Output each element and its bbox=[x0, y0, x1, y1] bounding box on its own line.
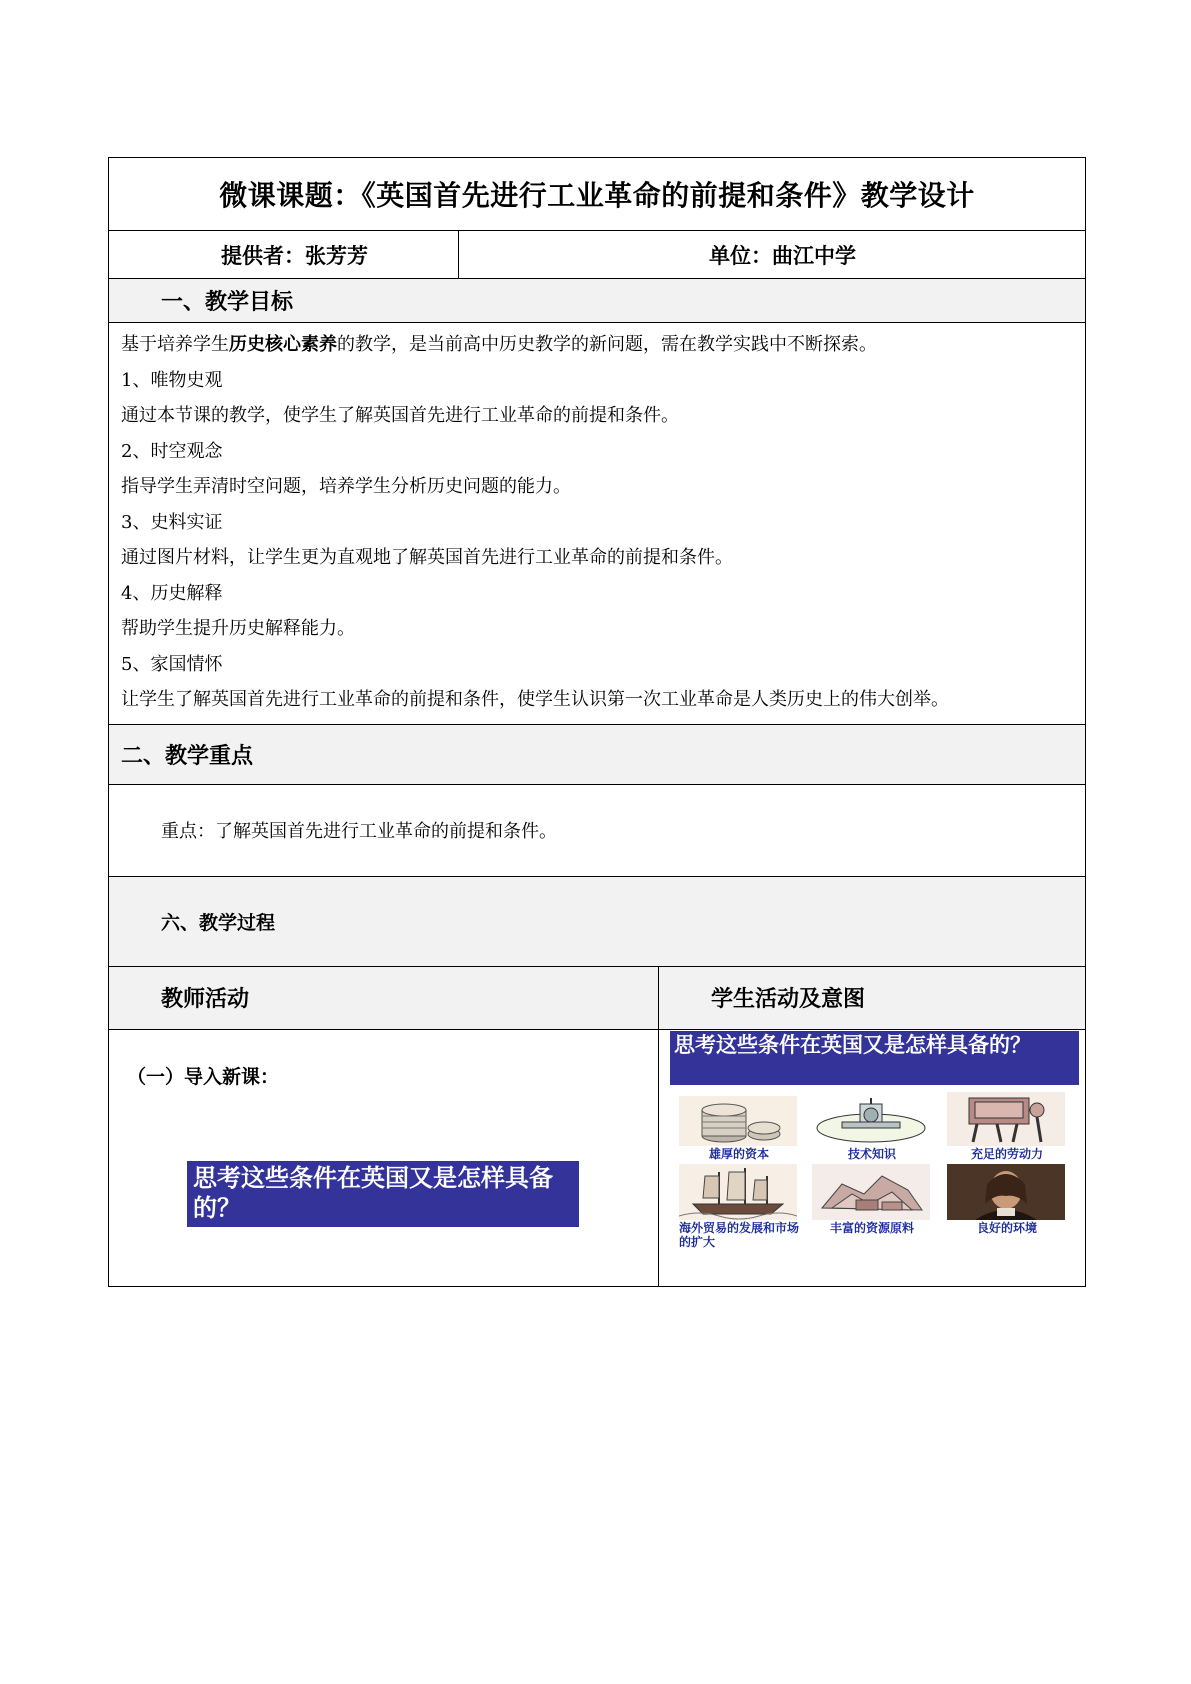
objective-text: 帮助学生提升历史解释能力。 bbox=[121, 618, 355, 639]
picture-trade bbox=[679, 1164, 799, 1249]
picture-caption: 海外贸易的发展和市场的扩大 bbox=[679, 1220, 800, 1249]
process-heading-text: 六、教学过程 bbox=[161, 911, 276, 934]
keypoint-body bbox=[109, 785, 1085, 877]
intro-label: （一）导入新课： bbox=[127, 1065, 280, 1088]
coins-icon bbox=[679, 1096, 797, 1146]
student-activity-header: 学生活动及意图 bbox=[711, 987, 866, 1012]
info-row bbox=[109, 231, 1085, 279]
picture-caption: 充足的劳动力 bbox=[970, 1146, 1043, 1161]
objective-text: 通过图片材料，让学生更为直观地了解英国首先进行工业革命的前提和条件。 bbox=[121, 547, 733, 568]
picture-technology bbox=[812, 1096, 932, 1161]
worker-icon bbox=[947, 1092, 1065, 1146]
picture-labor bbox=[947, 1092, 1067, 1161]
objective-label: 2、时空观念 bbox=[121, 440, 223, 462]
keypoint-text: 重点：了解英国首先进行工业革命的前提和条件。 bbox=[161, 821, 557, 842]
objective-label: 1、唯物史观 bbox=[121, 369, 223, 391]
portrait-icon bbox=[947, 1164, 1065, 1220]
provider: 提供者：张芳芳 bbox=[109, 231, 459, 278]
objective-text: 让学生了解英国首先进行工业革命的前提和条件，使学生认识第一次工业革命是人类历史上的伟大创举。 bbox=[121, 689, 949, 710]
conditions-pictures bbox=[679, 1096, 1069, 1266]
picture-resources bbox=[812, 1164, 932, 1235]
machine-icon bbox=[812, 1096, 930, 1146]
keypoint-heading bbox=[109, 725, 1085, 785]
ship-icon bbox=[679, 1164, 797, 1220]
objective-label: 5、家国情怀 bbox=[121, 653, 223, 675]
question-slide-small: 思考这些条件在英国又是怎样具备的？ bbox=[670, 1031, 1079, 1085]
unit: 单位：曲江中学 bbox=[709, 243, 856, 268]
question-slide-large: 思考这些条件在英国又是怎样具备的？ bbox=[187, 1161, 579, 1227]
picture-caption: 丰富的资源原料 bbox=[829, 1220, 914, 1235]
objective-label: 3、史料实证 bbox=[121, 511, 223, 533]
picture-caption: 技术知识 bbox=[847, 1146, 896, 1161]
objective-text: 通过本节课的教学，使学生了解英国首先进行工业革命的前提和条件。 bbox=[121, 405, 679, 426]
process-heading bbox=[109, 877, 1085, 967]
process-column-headers bbox=[109, 967, 1085, 1030]
title-row bbox=[109, 158, 1085, 231]
picture-environment bbox=[947, 1164, 1067, 1235]
picture-caption: 雄厚的资本 bbox=[708, 1146, 769, 1161]
objectives-heading-text: 一、教学目标 bbox=[161, 290, 294, 315]
student-activity-cell bbox=[659, 1030, 1085, 1286]
resources-icon bbox=[812, 1164, 930, 1220]
picture-capital bbox=[679, 1096, 799, 1161]
objective-label: 4、历史解释 bbox=[121, 582, 223, 604]
page-title: 微课课题：《英国首先进行工业革命的前提和条件》教学设计 bbox=[219, 179, 975, 212]
objective-text: 指导学生弄清时空问题，培养学生分析历史问题的能力。 bbox=[121, 476, 571, 497]
objectives-body bbox=[109, 323, 1085, 725]
objectives-heading bbox=[109, 279, 1085, 323]
keypoint-heading-text: 二、教学重点 bbox=[121, 743, 254, 769]
picture-caption: 良好的环境 bbox=[976, 1220, 1037, 1235]
objectives-intro: 基于培养学生历史核心素养的教学，是当前高中历史教学的新问题，需在教学实践中不断探索。 bbox=[121, 334, 877, 355]
teacher-activity-cell bbox=[109, 1030, 659, 1286]
teacher-activity-header: 教师活动 bbox=[109, 967, 659, 1029]
lesson-plan-table bbox=[108, 157, 1086, 1287]
process-content-row bbox=[109, 1030, 1085, 1286]
